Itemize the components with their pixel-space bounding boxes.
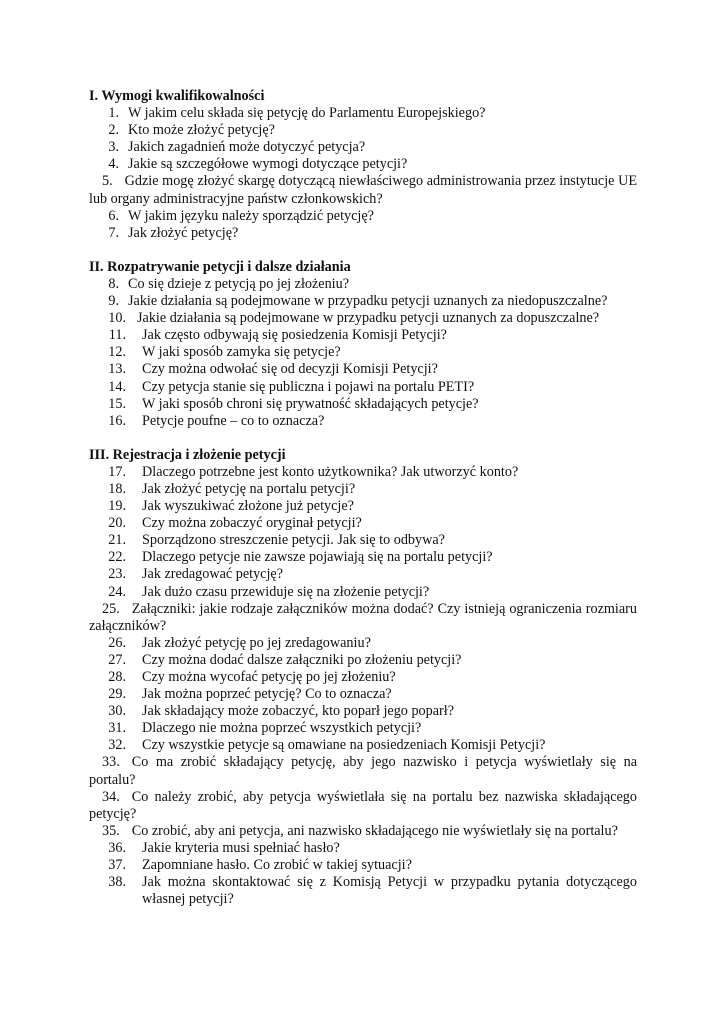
question-text: Dlaczego petycje nie zawsze pojawiają się na portalu petycji?: [142, 549, 493, 566]
question-text: Czy można wycofać petycję po jej złożeniu?: [142, 669, 396, 685]
question-text: Załączniki: jakie rodzaje załączników można dodać? Czy istnieją ograniczenia rozmiaru załączników?: [89, 600, 637, 634]
question-item: [89, 652, 637, 669]
question-list: [89, 276, 637, 430]
question-number: 13.: [108, 361, 126, 378]
question-number: 31.: [108, 720, 126, 737]
question-number: 27.: [108, 651, 126, 668]
question-text: Jak złożyć petycję na portalu petycji?: [142, 480, 356, 497]
question-number: 1.: [108, 105, 119, 122]
question-text: Jak złożyć petycję?: [128, 224, 239, 241]
question-number: 11.: [108, 327, 126, 344]
question-number: 37.: [108, 857, 126, 874]
question-text: Jak składający może zobaczyć, kto poparł jego poparł?: [142, 703, 454, 720]
question-number: 22.: [108, 549, 126, 566]
question-item: [89, 703, 637, 720]
question-text: Czy można odwołać się od decyzji Komisji Petycji?: [142, 361, 438, 378]
question-text: Zapomniane hasło. Co zrobić w takiej sytuacji?: [142, 857, 412, 874]
question-text: W jaki sposób chroni się prywatność składających petycje?: [142, 395, 479, 412]
question-number: 32.: [108, 737, 126, 754]
question-item: [89, 225, 637, 242]
question-item: [89, 173, 637, 207]
section-eligibility: [89, 88, 637, 242]
question-text: Jak wyszukiwać złożone już petycje?: [142, 498, 354, 515]
question-text: Dlaczego nie można poprzeć wszystkich petycji?: [142, 720, 422, 737]
question-item: [89, 139, 637, 156]
question-item: [89, 464, 637, 481]
question-list: [89, 105, 637, 242]
question-item: [89, 754, 637, 788]
faq-index: [89, 88, 637, 908]
question-number: 26.: [108, 634, 126, 651]
question-text: Gdzie mogę złożyć skargę dotyczącą niewłaściwego administrowania przez instytucje UE lub organy administracyjne państw członkowskich?: [89, 173, 637, 207]
question-item: [89, 481, 637, 498]
question-number: 16.: [108, 412, 126, 429]
question-item: [89, 396, 637, 413]
question-text: Jak złożyć petycję po jej zredagowaniu?: [142, 634, 371, 651]
section-heading: I. Wymogi kwalifikowalności: [89, 88, 265, 104]
question-item: [89, 720, 637, 737]
section-heading: III. Rejestracja i złożenie petycji: [89, 446, 286, 463]
question-number: 2.: [108, 122, 119, 139]
question-item: [89, 737, 637, 754]
question-number: 8.: [108, 275, 119, 292]
question-item: [89, 669, 637, 686]
question-text: Jak można poprzeć petycję? Co to oznacza?: [142, 686, 392, 703]
question-number: 21.: [108, 532, 126, 549]
question-text: Jak można skontaktować się z Komisją Petycji w przypadku pytania dotyczącego własnej petycji?: [142, 874, 637, 908]
section-processing: [89, 259, 637, 430]
question-number: 38.: [108, 874, 126, 891]
question-item: [89, 327, 637, 344]
question-text: W jaki sposób zamyka się petycje?: [142, 344, 341, 361]
section-heading: II. Rozpatrywanie petycji i dalsze działania: [89, 258, 351, 275]
question-number: 18.: [108, 480, 126, 497]
question-text: Petycje poufne – co to oznacza?: [142, 412, 325, 429]
question-item: [89, 532, 637, 549]
question-number: 30.: [108, 703, 126, 720]
question-number: 20.: [108, 515, 126, 532]
question-text: Jakie kryteria musi spełniać hasło?: [142, 839, 340, 856]
question-item: [89, 310, 637, 327]
question-item: [89, 823, 637, 840]
question-text: Jakich zagadnień może dotyczyć petycja?: [128, 139, 366, 156]
question-item: [89, 601, 637, 635]
question-number: 12.: [108, 344, 126, 361]
question-text: W jakim celu składa się petycję do Parlamentu Europejskiego?: [128, 105, 486, 122]
question-item: [89, 840, 637, 857]
question-number: 24.: [108, 583, 126, 600]
question-item: [89, 276, 637, 293]
question-item: [89, 208, 637, 225]
question-number: 34.: [102, 788, 120, 805]
question-number: 14.: [108, 378, 126, 395]
question-text: Jak zredagować petycję?: [142, 566, 284, 583]
question-number: 6.: [108, 207, 119, 224]
question-number: 19.: [108, 498, 126, 515]
question-item: [89, 566, 637, 583]
question-number: 15.: [108, 395, 126, 412]
question-text: Jakie są szczegółowe wymogi dotyczące petycji?: [128, 156, 408, 173]
question-text: Kto może złożyć petycję?: [128, 122, 275, 139]
question-item: [89, 122, 637, 139]
section-registration: [89, 447, 637, 909]
question-text: W jakim języku należy sporządzić petycję?: [128, 207, 374, 224]
question-item: [89, 361, 637, 378]
question-text: Jak często odbywają się posiedzenia Komisji Petycji?: [142, 327, 447, 344]
question-text: Co się dzieje z petycją po jej złożeniu?: [128, 275, 349, 292]
question-number: 25.: [102, 600, 120, 617]
question-text: Czy petycja stanie się publiczna i pojawi na portalu PETI?: [142, 378, 475, 395]
question-number: 5.: [102, 173, 113, 190]
question-item: [89, 584, 637, 601]
question-item: [89, 515, 637, 532]
question-text: Czy wszystkie petycje są omawiane na posiedzeniach Komisji Petycji?: [142, 737, 546, 754]
question-number: 9.: [108, 293, 119, 310]
question-number: 29.: [108, 686, 126, 703]
question-number: 3.: [108, 139, 119, 156]
question-item: [89, 413, 637, 430]
question-item: [89, 857, 637, 874]
question-text: Co zrobić, aby ani petycja, ani nazwisko składającego nie wyświetlały się na portalu?: [131, 822, 618, 839]
question-number: 10.: [108, 310, 126, 327]
question-item: [89, 635, 637, 652]
question-item: [89, 344, 637, 361]
question-list: [89, 464, 637, 908]
question-text: Czy można dodać dalsze załączniki po złożeniu petycji?: [142, 651, 462, 668]
question-item: [89, 498, 637, 515]
question-item: [89, 789, 637, 823]
question-number: 17.: [108, 463, 126, 480]
question-number: 33.: [102, 754, 120, 771]
question-text: Sporządzono streszczenie petycji. Jak się to odbywa?: [142, 532, 445, 549]
question-item: [89, 686, 637, 703]
question-text: Co należy zrobić, aby petycja wyświetlała się na portalu bez nazwiska składającego petycję?: [89, 788, 637, 822]
question-number: 4.: [108, 156, 119, 173]
question-text: Jakie działania są podejmowane w przypadku petycji uznanych za dopuszczalne?: [137, 310, 600, 327]
question-number: 36.: [108, 839, 126, 856]
question-item: [89, 549, 637, 566]
question-item: [89, 105, 637, 122]
question-number: 23.: [108, 566, 126, 583]
question-item: [89, 874, 637, 908]
question-text: Czy można zobaczyć oryginał petycji?: [142, 515, 362, 532]
question-item: [89, 379, 637, 396]
question-number: 28.: [108, 669, 126, 685]
question-item: [89, 156, 637, 173]
question-number: 7.: [108, 224, 119, 241]
question-item: [89, 293, 637, 310]
question-text: Co ma zrobić składający petycję, aby jego nazwisko i petycja wyświetlały się na portalu?: [89, 754, 637, 788]
question-text: Jak dużo czasu przewiduje się na złożenie petycji?: [142, 583, 430, 600]
question-number: 35.: [102, 822, 120, 839]
question-text: Jakie działania są podejmowane w przypadku petycji uznanych za niedopuszczalne?: [128, 293, 608, 310]
question-text: Dlaczego potrzebne jest konto użytkownika? Jak utworzyć konto?: [142, 463, 519, 480]
